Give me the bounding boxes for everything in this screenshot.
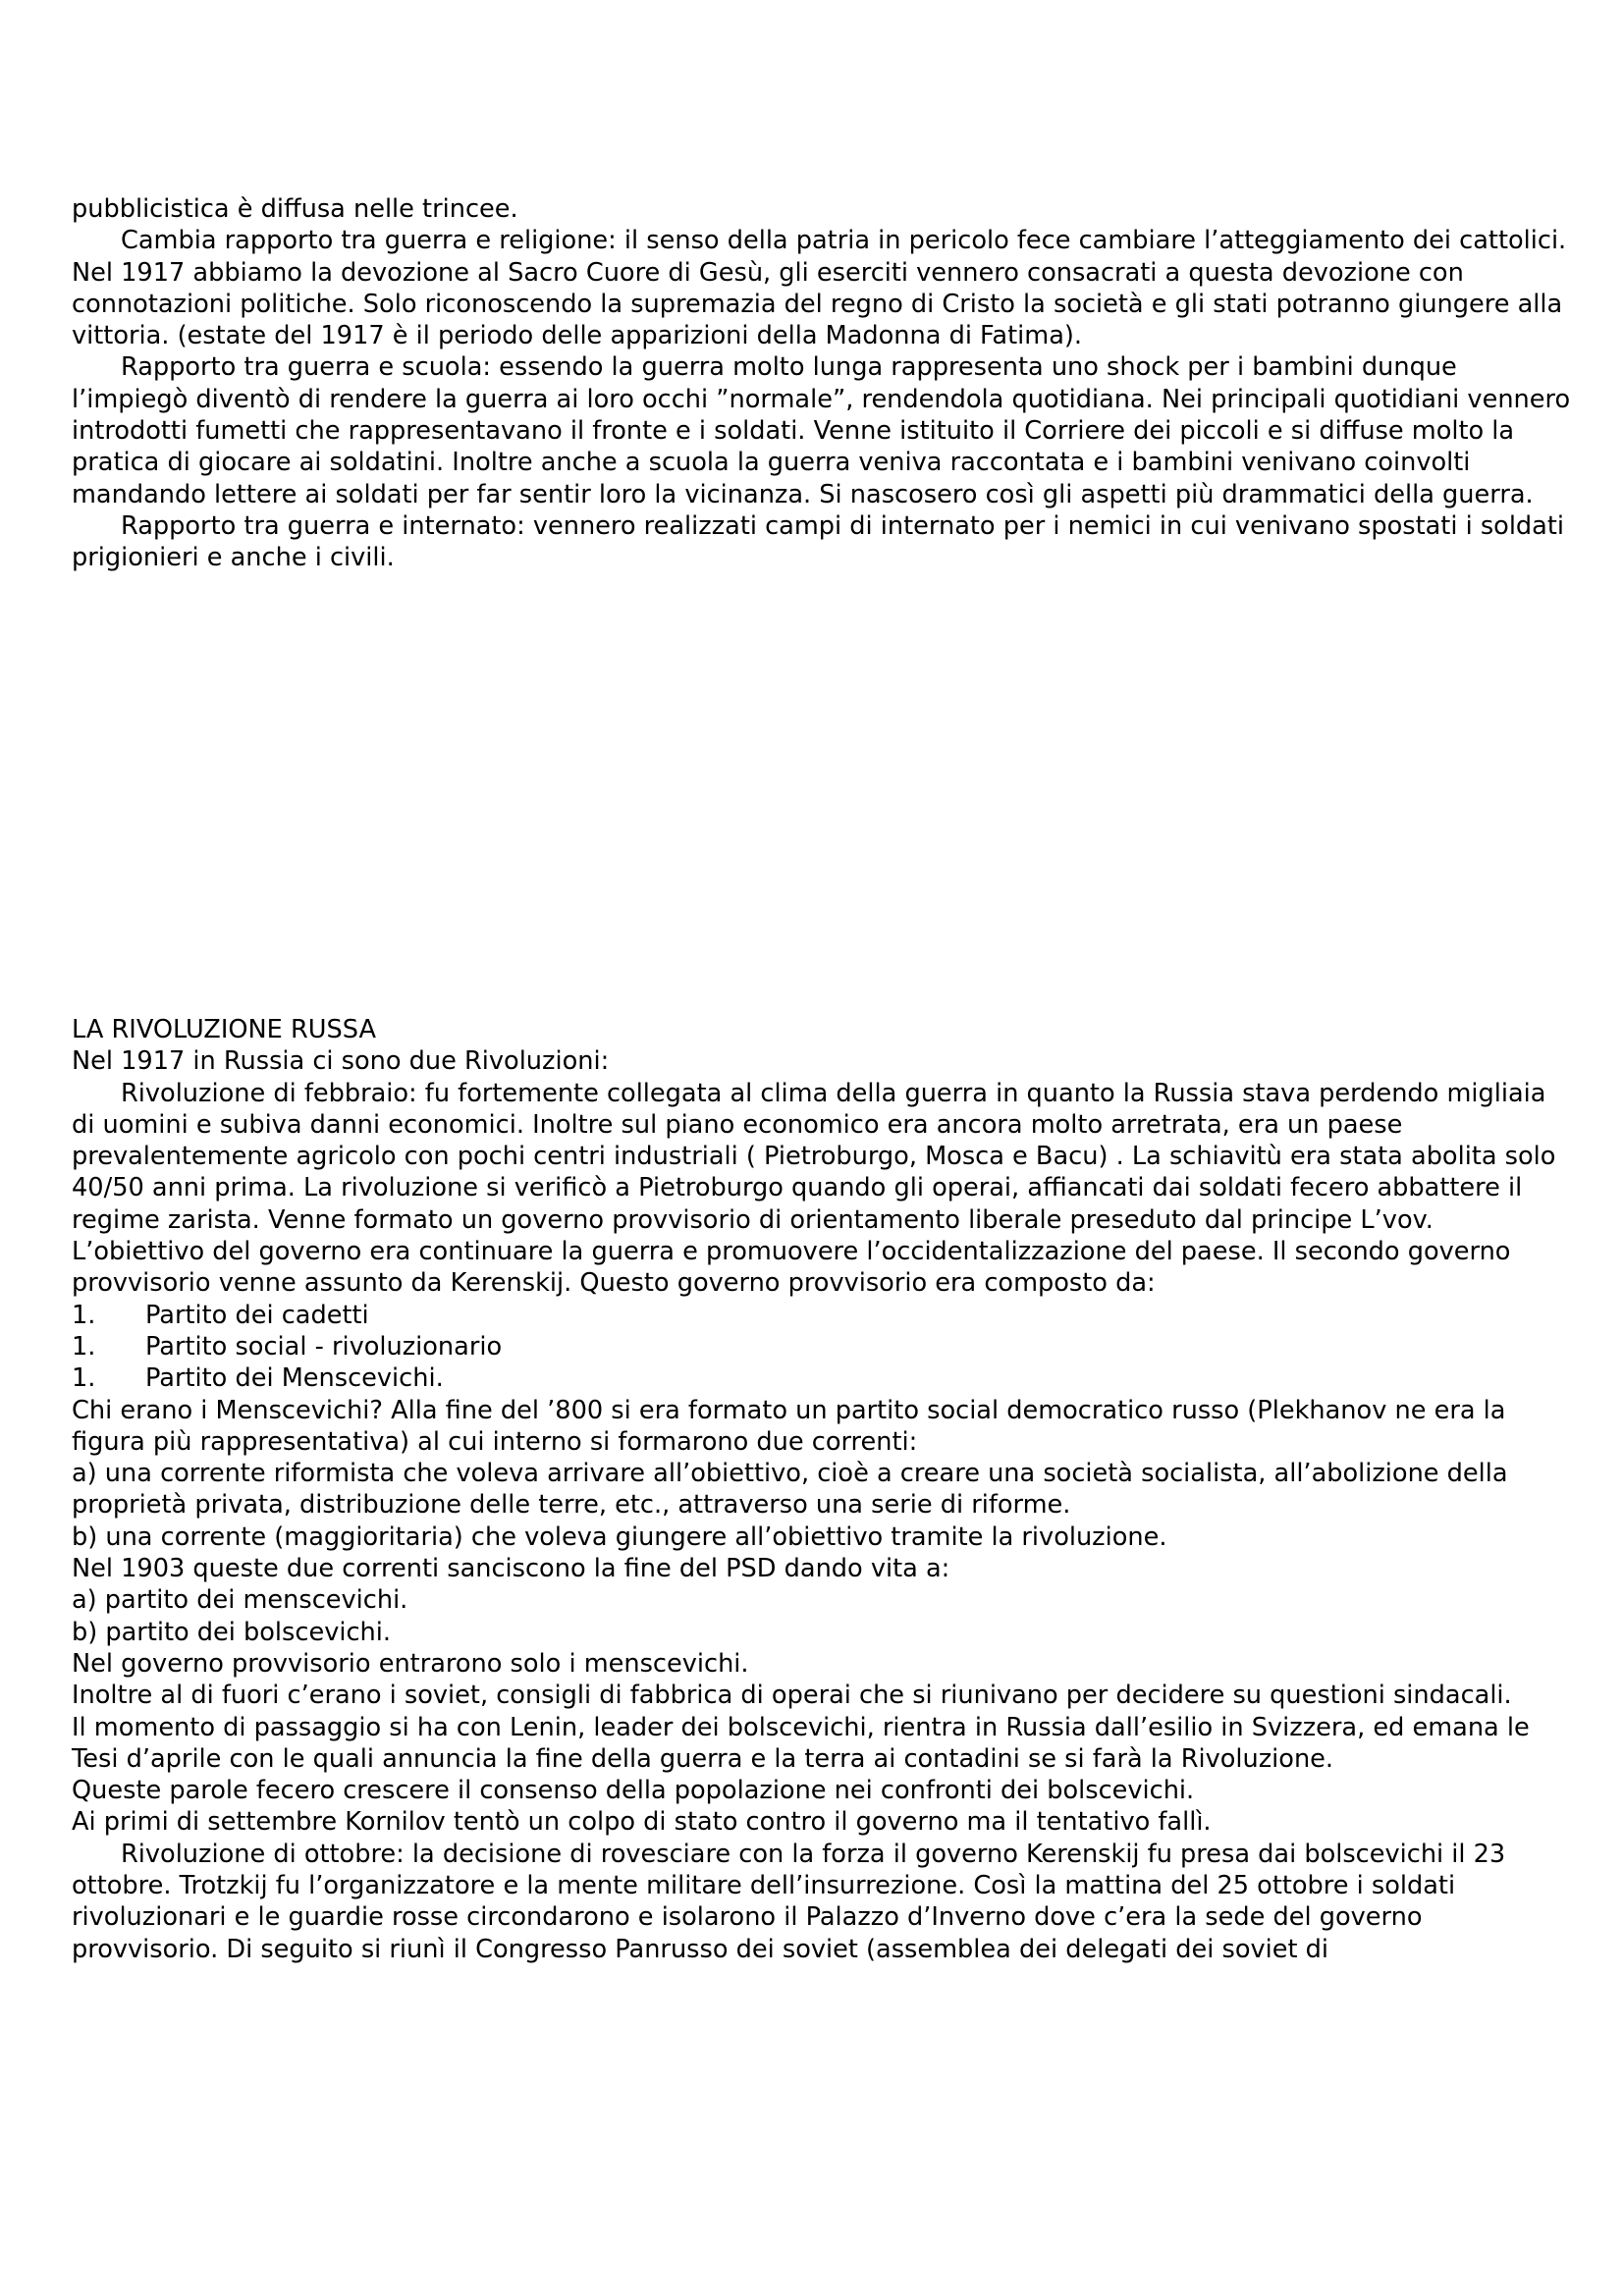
paragraph-war-school: Rapporto tra guerra e scuola: essendo la guerra molto lunga rappresenta uno shock per i bambini dunque l’impiegò diventò di rendere la guerra ai loro occhi ”normale”, rendendola quotidiana. Nei principali quotidiani vennero introdotti fumetti che rappresentavano il fronte e i soldati. Venne istituito il Corriere dei piccoli e si diffuse molto la pratica di giocare ai soldatini. Inoltre anche a scuola la guerra veniva raccontata e i bambini venivano coinvolti mandando lettere ai soldati per far sentir loro la vicinanza. Si nascosero così gli aspetti più drammatici della guerra. bbox=[72, 352, 1571, 509]
section-russian-revolution bbox=[72, 1014, 1574, 1965]
list-label: Partito dei cadetti bbox=[145, 1300, 369, 1330]
paragraph-split: Nel 1903 queste due correnti sanciscono la fine del PSD dando vita a: bbox=[72, 1554, 950, 1584]
list-number: 1. bbox=[72, 1331, 96, 1362]
list-item bbox=[72, 1300, 1574, 1331]
paragraph-consensus: Queste parole fecero crescere il consenso della popolazione nei confronti dei bolscevichi. bbox=[72, 1776, 1195, 1806]
paragraph-lenin: Il momento di passaggio si ha con Lenin, leader dei bolscevichi, rientra in Russia dall’esilio in Svizzera, ed emana le Tesi d’aprile con le quali annuncia la fine della guerra e la terra ai contadini se si farà la Rivoluzione. bbox=[72, 1712, 1530, 1774]
paragraph-war-religion: Cambia rapporto tra guerra e religione: il senso della patria in pericolo fece cambiare l’atteggiamento dei cattolici. Nel 1917 abbiamo la devozione al Sacro Cuore di Gesù, gli eserciti vennero consacrati a questa devozione con connotazioni politiche. Solo riconoscendo la supremazia del regno di Cristo la società e gli stati potranno giungere alla vittoria. (estate del 1917 è il periodo delle apparizioni della Madonna di Fatima). bbox=[72, 226, 1567, 351]
paragraph-party-a: a) partito dei menscevichi. bbox=[72, 1585, 408, 1616]
paragraph-soviets: Inoltre al di fuori c’erano i soviet, consigli di fabbrica di operai che si riunivano per decidere su questioni sindacali. bbox=[72, 1681, 1512, 1711]
list-label: Partito social - rivoluzionario bbox=[145, 1331, 503, 1362]
paragraph-trench-press: pubblicistica è diffusa nelle trincee. bbox=[72, 194, 518, 224]
paragraph-mensheviks: Chi erano i Menscevichi? Alla fine del ’800 si era formato un partito social democratico russo (Plekhanov ne era la figura più rappresentativa) al cui interno si formarono due correnti: bbox=[72, 1395, 1506, 1457]
list-label: Partito dei Menscevichi. bbox=[145, 1363, 444, 1394]
paragraph-intro: Nel 1917 in Russia ci sono due Rivoluzioni: bbox=[72, 1046, 610, 1077]
section-war-society bbox=[72, 193, 1574, 574]
paragraph-kornilov: Ai primi di settembre Kornilov tentò un colpo di stato contro il governo ma il tentativo fallì. bbox=[72, 1807, 1212, 1838]
paragraph-war-internment: Rapporto tra guerra e internato: vennero realizzati campi di internato per i nemici in cui venivano spostati i soldati prigionieri e anche i civili. bbox=[72, 510, 1565, 573]
paragraph-government: Nel governo provvisorio entrarono solo i menscevichi. bbox=[72, 1648, 749, 1679]
paragraph-current-a: a) una corrente riformista che voleva arrivare all’obiettivo, cioè a creare una società socialista, all’abolizione della proprietà privata, distribuzione delle terre, etc., attraverso una serie di riforme. bbox=[72, 1459, 1508, 1521]
list-number: 1. bbox=[72, 1363, 96, 1394]
paragraph-party-b: b) partito dei bolscevichi. bbox=[72, 1617, 391, 1647]
paragraph-february-revolution: Rivoluzione di febbraio: fu fortemente collegata al clima della guerra in quanto la Russia stava perdendo migliaia di uomini e subiva danni economici. Inoltre sul piano economico era ancora molto arretrata, era un paese prevalentemente agricolo con pochi centri industriali ( Pietroburgo, Mosca e Bacu) . La schiavitù era stata abolita solo 40/50 anni prima. La rivoluzione si verificò a Pietroburgo quando gli operai, affiancati dai soldati fecero abbattere il regime zarista. Venne formato un governo provvisorio di orientamento liberale preseduto dal principe L’vov. L’obiettivo del governo era continuare la guerra e promuovere l’occidentalizzazione del paese. Il secondo governo provvisorio venne assunto da Kerenskij. Questo governo provvisorio era composto da: bbox=[72, 1078, 1556, 1299]
list-item bbox=[72, 1362, 1574, 1394]
section-heading: LA RIVOLUZIONE RUSSA bbox=[72, 1015, 376, 1044]
list-item bbox=[72, 1331, 1574, 1362]
list-number: 1. bbox=[72, 1300, 96, 1330]
paragraph-october-revolution: Rivoluzione di ottobre: la decisione di rovesciare con la forza il governo Kerenskij fu presa dai bolscevichi il 23 ottobre. Trotzkij fu l’organizzatore e la mente militare dell’insurrezione. Così la mattina del 25 ottobre i soldati rivoluzionari e le guardie rosse circondarono e isolarono il Palazzo d’Inverno dove c’era la sede del governo provvisorio. Di seguito si riunì il Congresso Panrusso dei soviet (assemblea dei delegati dei soviet di bbox=[72, 1839, 1506, 1964]
paragraph-current-b: b) una corrente (maggioritaria) che voleva giungere all’obiettivo tramite la rivoluzione. bbox=[72, 1522, 1167, 1552]
